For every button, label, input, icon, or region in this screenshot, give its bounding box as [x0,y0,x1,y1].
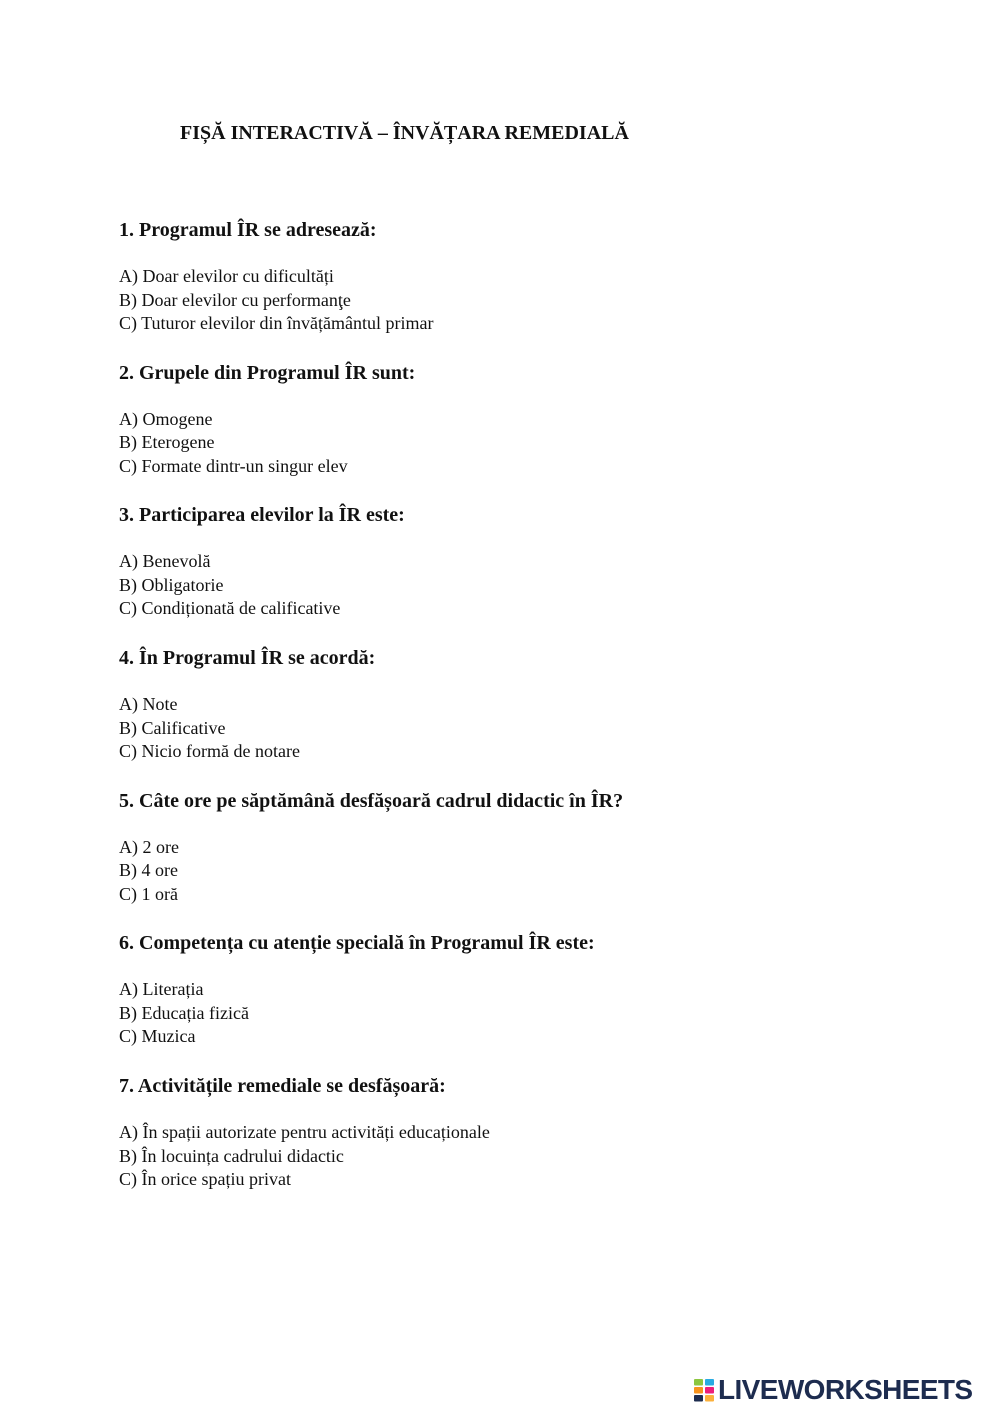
question-2 [119,361,979,479]
answer-option-c[interactable]: C) Formate dintr-un singur elev [119,455,348,476]
question-4 [119,646,979,764]
answer-option-b[interactable]: B) Eterogene [119,432,215,453]
page-title: FIȘĂ INTERACTIVĂ – ÎNVĂȚARA REMEDIALĂ [180,122,629,144]
question-1 [119,218,979,336]
answer-option-a[interactable]: A) Note [119,694,178,715]
question-heading: 1. Programul ÎR se adresează: [119,219,377,241]
answer-option-b[interactable]: B) 4 ore [119,860,178,881]
logo-tile [705,1387,714,1394]
answer-option-c[interactable]: C) 1 oră [119,883,178,904]
logo-tile [694,1379,703,1386]
logo-tile [705,1379,714,1386]
question-heading: 7. Activitățile remediale se desfășoară: [119,1075,446,1098]
answer-option-a[interactable]: A) Doar elevilor cu dificultăți [119,266,334,286]
answer-options [119,408,979,479]
answer-option-a[interactable]: A) Literația [119,979,204,1000]
liveworksheets-logo-icon [693,1378,715,1402]
question-heading: 4. În Programul ÎR se acordă: [119,647,376,670]
answer-options [119,836,979,907]
answer-option-b[interactable]: B) Obligatorie [119,574,224,595]
logo-tile [694,1395,703,1402]
question-heading: 5. Câte ore pe săptămână desfășoară cadrul didactic în ÎR? [119,789,624,812]
question-heading: 2. Grupele din Programul ÎR sunt: [119,361,416,384]
answer-option-b[interactable]: B) Calificative [119,717,226,738]
question-5 [119,789,979,907]
question-heading: 3. Participarea elevilor la ÎR este: [119,504,405,527]
answer-option-b[interactable]: B) Educația fizică [119,1002,249,1023]
logo-text: LIVEWORKSHEETS [718,1374,973,1405]
question-heading: 6. Competența cu atenție specială în Programul ÎR este: [119,932,595,955]
answer-options [119,978,979,1049]
answer-options [119,693,979,764]
question-6 [119,931,979,1049]
question-7 [119,1074,979,1192]
answer-options [119,265,979,336]
answer-option-c[interactable]: C) În orice spațiu privat [119,1169,291,1190]
answer-option-a[interactable]: A) Omogene [119,408,213,429]
answer-option-b[interactable]: B) Doar elevilor cu performanţe [119,289,351,310]
worksheet-page [119,121,979,1217]
answer-option-c[interactable]: C) Condiționată de calificative [119,598,341,619]
logo-tile [694,1387,703,1394]
answer-option-a[interactable]: A) Benevolă [119,551,211,572]
answer-option-b[interactable]: B) În locuința cadrului didactic [119,1145,344,1166]
liveworksheets-logo[interactable] [693,1374,973,1405]
answer-options [119,550,979,621]
answer-option-a[interactable]: A) 2 ore [119,836,179,857]
answer-option-c[interactable]: C) Nicio formă de notare [119,741,300,762]
answer-option-c[interactable]: C) Muzica [119,1026,196,1047]
logo-tile [705,1395,714,1402]
answer-options [119,1121,979,1192]
answer-option-c[interactable]: C) Tuturor elevilor din învățământul primar [119,313,434,333]
answer-option-a[interactable]: A) În spații autorizate pentru activități educaționale [119,1122,490,1143]
question-3 [119,503,979,621]
